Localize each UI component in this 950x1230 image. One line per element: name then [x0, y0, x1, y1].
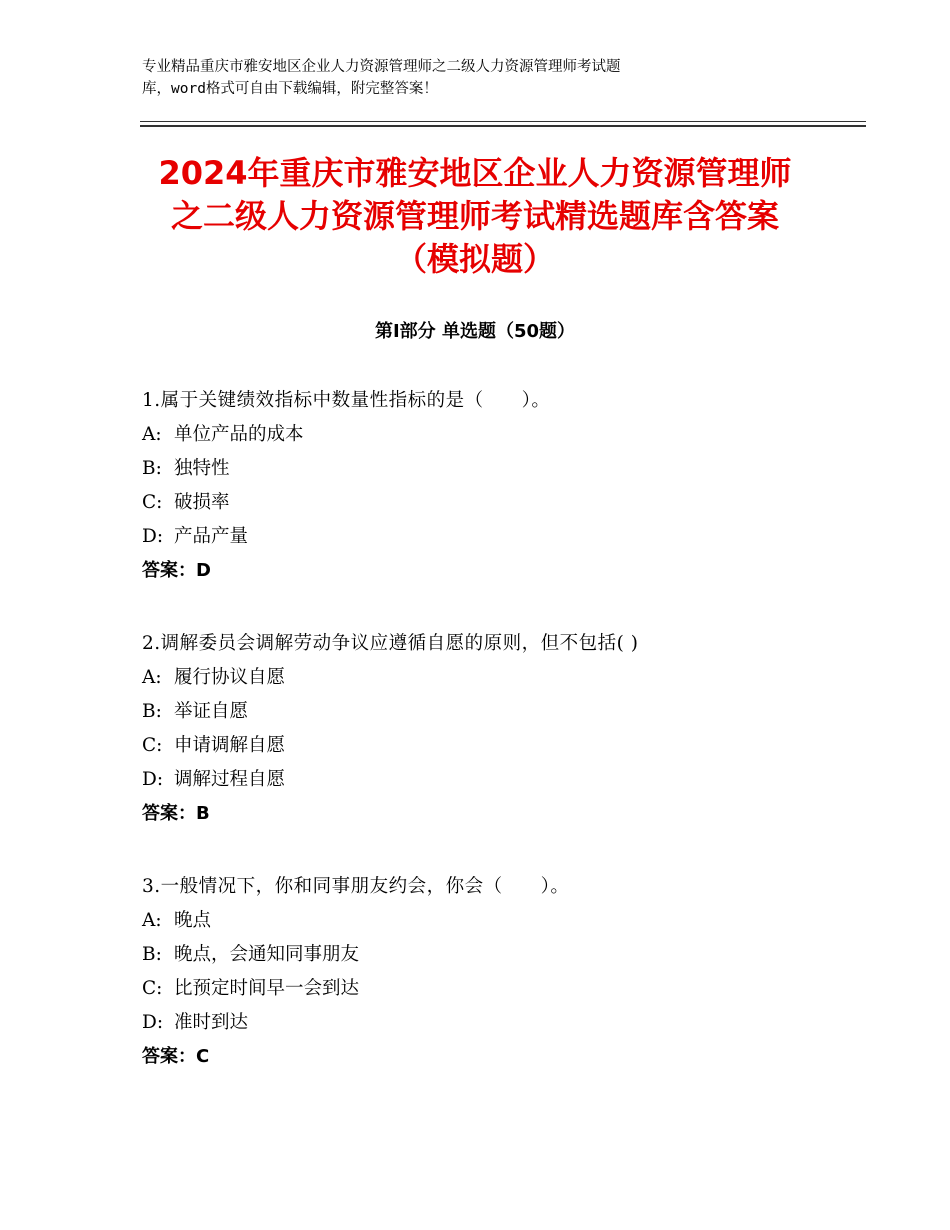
option-label: A: [142, 424, 162, 445]
option-text: 准时到达 [174, 1012, 249, 1033]
question-list [142, 384, 842, 1113]
document-title [120, 152, 830, 281]
option-a [142, 904, 842, 938]
document-header-note [142, 56, 822, 100]
title-line-2: 之二级人力资源管理师考试精选题库含答案 [170, 197, 779, 235]
option-text: 独特性 [174, 458, 230, 479]
option-text: 调解过程自愿 [174, 769, 286, 790]
option-label: D: [142, 769, 164, 790]
option-d [142, 1006, 842, 1040]
header-divider-thin [140, 121, 866, 122]
question-stem: 1.属于关键绩效指标中数量性指标的是（ ）。 [142, 390, 551, 411]
option-a [142, 418, 842, 452]
option-text: 单位产品的成本 [174, 424, 304, 445]
option-text: 产品产量 [174, 526, 249, 547]
option-c [142, 729, 842, 763]
title-line-1: 2024年重庆市雅安地区企业人力资源管理师 [158, 154, 792, 192]
option-text: 申请调解自愿 [174, 735, 286, 756]
option-d [142, 520, 842, 554]
answer-line: 答案：C [142, 1046, 210, 1067]
question-3 [142, 870, 842, 1074]
option-label: B: [142, 944, 162, 965]
question-stem: 2.调解委员会调解劳动争议应遵循自愿的原则，但不包括( ) [142, 633, 639, 654]
option-label: D: [142, 1012, 164, 1033]
option-text: 履行协议自愿 [174, 667, 286, 688]
option-label: B: [142, 458, 162, 479]
option-a [142, 661, 842, 695]
question-2 [142, 627, 842, 831]
header-line-1: 专业精品重庆市雅安地区企业人力资源管理师之二级人力资源管理师考试题 [142, 59, 621, 75]
question-1 [142, 384, 842, 588]
option-text: 破损率 [174, 492, 230, 513]
section-heading: 第Ⅰ部分 单选题（50题） [374, 321, 575, 342]
option-label: C: [142, 735, 163, 756]
option-label: A: [142, 910, 162, 931]
header-line-2: 库，word格式可自由下载编辑，附完整答案！ [142, 81, 438, 97]
question-stem: 3.一般情况下，你和同事朋友约会，你会（ ）。 [142, 876, 570, 897]
answer-line: 答案：D [142, 560, 211, 581]
option-b [142, 695, 842, 729]
option-c [142, 972, 842, 1006]
option-b [142, 938, 842, 972]
option-b [142, 452, 842, 486]
option-text: 比预定时间早一会到达 [174, 978, 360, 999]
option-label: B: [142, 701, 162, 722]
option-d [142, 763, 842, 797]
option-label: C: [142, 978, 163, 999]
header-divider-thick [140, 125, 866, 127]
answer-line: 答案：B [142, 803, 210, 824]
option-label: A: [142, 667, 162, 688]
option-label: D: [142, 526, 164, 547]
option-text: 晚点，会通知同事朋友 [174, 944, 360, 965]
title-line-3: （模拟题） [394, 240, 555, 278]
option-label: C: [142, 492, 163, 513]
option-c [142, 486, 842, 520]
option-text: 晚点 [174, 910, 212, 931]
option-text: 举证自愿 [174, 701, 249, 722]
